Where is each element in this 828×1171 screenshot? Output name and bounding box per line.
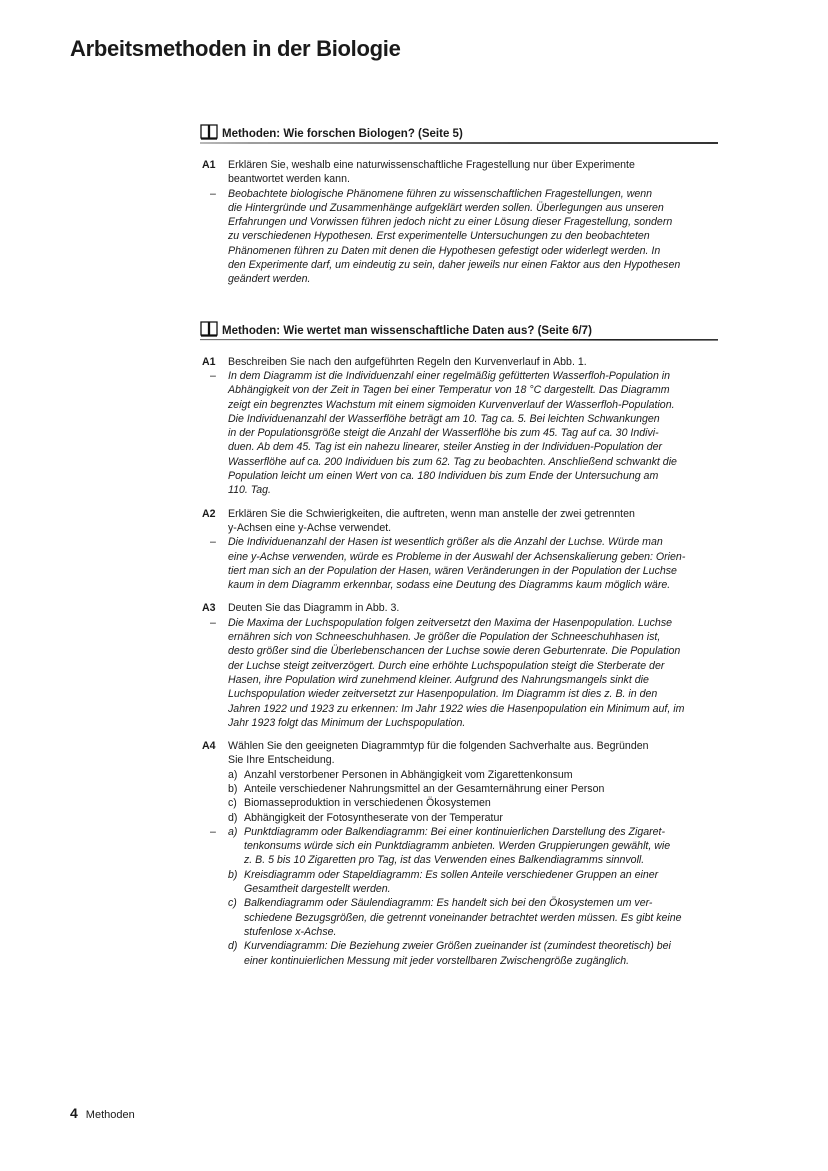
subanswer	[228, 825, 718, 868]
page-footer	[70, 1105, 135, 1121]
subanswer-letter: b)	[228, 868, 238, 881]
section-rule	[200, 339, 718, 341]
task-body	[210, 739, 718, 968]
section-heading	[200, 118, 718, 140]
task-question	[228, 355, 718, 369]
subanswer	[228, 868, 718, 897]
task-label: A3	[202, 602, 216, 615]
page-number: 4	[70, 1105, 78, 1121]
subquestion-letter: d)	[228, 811, 238, 824]
subquestion-text	[244, 796, 491, 810]
section-heading	[200, 315, 718, 337]
text-line: Wasserflöhe auf ca. 200 Individuen bis zum 62. Tag zu beobachten. Anschließend schwankt die	[228, 455, 677, 468]
content-column	[200, 118, 718, 996]
text-line: duen. Ab dem 45. Tag ist ein nahezu linearer, steiler Anstieg in der Individuen-Population der	[228, 441, 663, 454]
task-list	[200, 355, 718, 968]
text-line: beantwortet werden kann.	[228, 173, 350, 186]
text-line: Luchspopulation wieder zeitversetzt zur Hasenpopulation. Im Diagramm ist dies z. B. in den	[228, 688, 658, 701]
task-answer	[210, 825, 718, 968]
task-a1	[200, 158, 718, 287]
subanswer-text	[244, 825, 670, 868]
text-line: Hasen, ihre Population wird zunehmend kleiner. Aufgrund des Nahrungsmangels sinkt die	[228, 673, 649, 686]
text-line: Abhängigkeit von der Zeit in Tagen bei einer Temperatur von 18 °C dargestellt. Das Diagramm	[228, 384, 670, 397]
task-answer	[210, 369, 718, 498]
text-line: zu verschiedenen Hypothesen. Erst experimentelle Untersuchungen zu den beobachteten	[228, 230, 650, 243]
text-line: y-Achsen eine y-Achse verwendet.	[228, 521, 392, 534]
subanswer-letter: c)	[228, 897, 237, 910]
section-heading-text: Methoden: Wie forschen Biologen? (Seite 5)	[222, 128, 463, 140]
text-line: Kurvendiagramm: Die Beziehung zweier Größen zueinander ist (zumindest theoretisch) bei	[244, 940, 671, 953]
book-icon	[200, 124, 218, 140]
section-rule	[200, 142, 718, 144]
text-line: eine y-Achse verwenden, würde es Probleme in der Auswahl der Achsenskalierung geben: Orien-	[228, 550, 686, 563]
task-a3	[200, 601, 718, 730]
text-line: Punktdiagramm oder Balkendiagramm: Bei einer kontinuierlichen Darstellung des Zigaret-	[244, 825, 666, 838]
text-line: geändert werden.	[228, 273, 311, 286]
text-line: tenkonsums würde sich ein Punktdiagramm anbieten. Werden Gruppierungen gewählt, wie	[244, 840, 671, 853]
text-line: Phänomenen führen zu Daten mit denen die Hypothesen gefestigt oder widerlegt werden. In	[228, 244, 661, 257]
text-line: Population leicht um einen Wert von ca. 180 Individuen bis zum Ende der Untersuchung am	[228, 470, 659, 483]
task-a1	[200, 355, 718, 498]
task-label: A1	[202, 159, 216, 171]
text-line: stufenlose x-Achse.	[244, 925, 337, 938]
text-line: Kreisdiagramm oder Stapeldiagramm: Es sollen Anteile verschiedener Gruppen an einer	[244, 868, 659, 881]
task-a4	[200, 739, 718, 968]
text-line: Jahr 1923 folgt das Minimum der Luchspopulation.	[228, 716, 466, 729]
task-a2	[200, 507, 718, 593]
text-line: die Hintergründe und Zusammenhänge aufgeklärt werden sollen. Überlegungen aus unseren	[228, 201, 664, 214]
subquestion-letter: a)	[228, 768, 238, 781]
text-line: den Experimente darf, um eindeutig zu sein, daher jeweils nur einen Faktor aus den Hypothesen	[228, 259, 681, 272]
text-line: Erklären Sie die Schwierigkeiten, die auftreten, wenn man anstelle der zwei getrennten	[228, 507, 635, 520]
task-label: A1	[202, 355, 216, 368]
text-line: ernähren sich von Schneeschuhhasen. Je größer die Population der Schneeschuhhasen ist,	[228, 631, 661, 644]
text-line: Erfahrungen und Vorwissen führen jedoch nicht zu einer Lösung dieser Fragestellung, sondern	[228, 216, 673, 229]
task-question	[228, 739, 718, 768]
subanswer-letter: d)	[228, 940, 238, 953]
page-title: Arbeitsmethoden in der Biologie	[70, 36, 401, 61]
subquestion-letter: b)	[228, 782, 238, 795]
answer-dash: –	[210, 536, 216, 549]
text-line: einer kontinuierlichen Messung mit jeder vorstellbaren Zwischengröße zugänglich.	[244, 954, 630, 967]
text-line: Beobachtete biologische Phänomene führen zu wissenschaftlichen Fragestellungen, wenn	[228, 187, 653, 200]
task-answer	[210, 616, 718, 730]
task-label: A4	[202, 740, 216, 753]
answer-dash: –	[210, 616, 216, 629]
text-line: Beschreiben Sie nach den aufgeführten Regeln den Kurvenverlauf in Abb. 1.	[228, 355, 587, 368]
text-line: kaum in dem Diagramm erkennbar, sodass eine Deutung des Diagramms kaum möglich wäre.	[228, 579, 671, 592]
text-line: Die Individuenanzahl der Wasserflöhe beträgt am 10. Tag ca. 5. Bei leichten Schwankungen	[228, 412, 660, 425]
task-body	[210, 355, 718, 498]
task-question	[228, 507, 718, 536]
text-line: Gesamtheit dargestellt werden.	[244, 883, 391, 896]
answer-dash: –	[210, 187, 216, 200]
subquestion-text	[244, 768, 573, 782]
subquestion	[228, 782, 718, 796]
text-line: Deuten Sie das Diagramm in Abb. 3.	[228, 602, 400, 615]
subanswer-text	[244, 896, 682, 939]
subquestion-text	[244, 811, 503, 825]
subanswer	[228, 939, 718, 968]
task-question	[228, 158, 718, 187]
task-answer	[210, 187, 718, 287]
footer-section: Methoden	[85, 1109, 135, 1121]
section	[200, 315, 718, 968]
text-line: in der Populationsgröße steigt die Anzahl der Wasserflöhe bis zum 45. Tag auf ca. 30 Indivi-	[228, 427, 659, 440]
task-answer	[210, 535, 718, 592]
subquestion-letter: c)	[228, 797, 237, 810]
text-line: Balkendiagramm oder Säulendiagramm: Es handelt sich bei den Ökosystemen um ver-	[244, 897, 653, 910]
text-line: Anzahl verstorbener Personen in Abhängigkeit vom Zigarettenkonsum	[244, 768, 573, 781]
text-line: Sie Ihre Entscheidung.	[228, 754, 335, 767]
text-line: Wählen Sie den geeigneten Diagrammtyp für die folgenden Sachverhalte aus. Begründen	[228, 740, 649, 753]
task-body	[210, 158, 718, 287]
text-line: Biomasseproduktion in verschiedenen Ökosystemen	[244, 797, 491, 810]
subquestion-text	[244, 782, 604, 796]
section-heading-text: Methoden: Wie wertet man wissenschaftliche Daten aus? (Seite 6/7)	[222, 324, 592, 337]
task-label: A2	[202, 507, 216, 520]
text-line: In dem Diagramm ist die Individuenzahl einer regelmäßig gefütterten Wasserfloh-Population in	[228, 369, 671, 382]
text-line: z. B. 5 bis 10 Zigaretten pro Tag, ist das Verwenden eines Balkendiagramms sinnvoll.	[244, 854, 645, 867]
text-line: Die Individuenanzahl der Hasen ist wesentlich größer als die Anzahl der Luchse. Würde man	[228, 536, 663, 549]
task-body	[210, 507, 718, 593]
subquestion	[228, 811, 718, 825]
text-line: zeigt ein begrenztes Wachstum mit einem sigmoiden Kurvenverlauf der Wasserfloh-Population.	[228, 398, 675, 411]
text-line: Die Maxima der Luchspopulation folgen zeitversetzt den Maxima der Hasenpopulation. Luchse	[228, 616, 673, 629]
text-line: desto größer sind die Überlebenschancen der Luchse sowie deren Geburtenrate. Die Population	[228, 645, 681, 658]
text-line: Anteile verschiedener Nahrungsmittel an der Gesamternährung einer Person	[244, 782, 605, 795]
text-line: der Luchse steigt zeitverzögert. Durch eine erhöhte Luchspopulation steigt die Sterberate der	[228, 659, 665, 672]
subquestion	[228, 768, 718, 782]
subanswer-text	[244, 868, 658, 897]
subquestion	[228, 796, 718, 810]
text-line: Abhängigkeit der Fotosyntheserate von der Temperatur	[244, 811, 503, 824]
text-line: 110. Tag.	[228, 484, 271, 497]
text-line: schiedene Bezugsgrößen, die getrennt voneinander betrachtet werden müssen. Es gibt keine	[244, 911, 682, 924]
text-line: Erklären Sie, weshalb eine naturwissenschaftliche Fragestellung nur über Experimente	[228, 159, 635, 171]
subanswer	[228, 896, 718, 939]
subanswer-letter: a)	[228, 825, 238, 838]
subanswer-text	[244, 939, 671, 968]
answer-dash: –	[210, 825, 216, 838]
answer-dash: –	[210, 369, 216, 382]
text-line: Jahren 1922 und 1923 zu erkennen: Im Jahr 1922 wies die Hasenpopulation ein Minimum auf, im	[228, 702, 685, 715]
text-line: tiert man sich an der Population der Hasen, wären Veränderungen in der Population der Luchse	[228, 564, 677, 577]
book-icon	[200, 321, 218, 337]
section	[200, 118, 718, 287]
task-body	[210, 601, 718, 730]
task-question	[228, 601, 718, 615]
task-list	[200, 158, 718, 287]
